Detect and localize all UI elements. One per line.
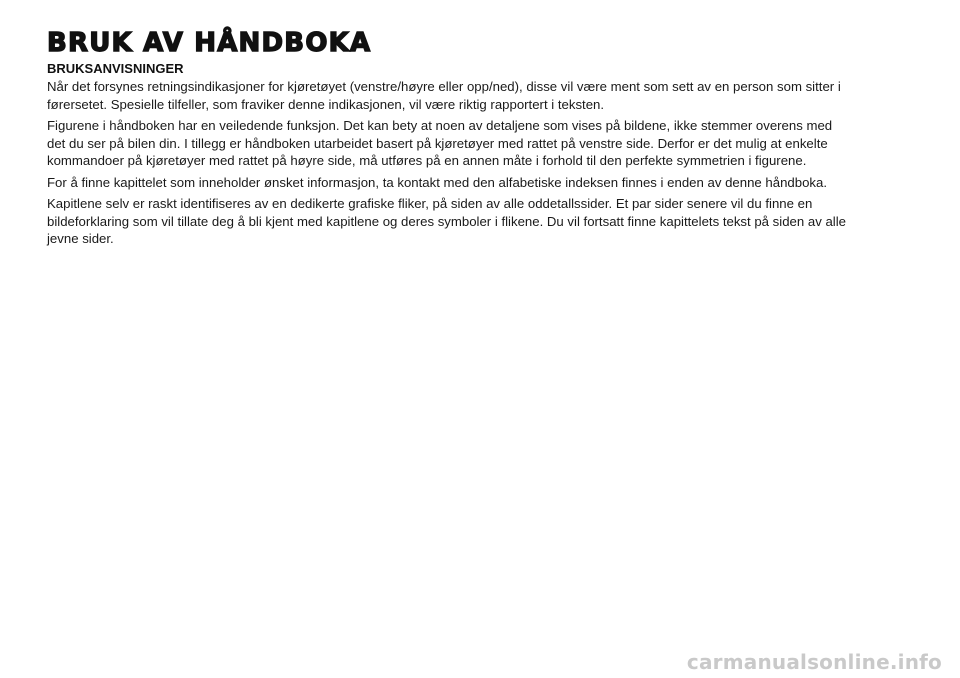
paragraph-directions: Når det forsynes retningsindikasjoner for kjøretøyet (venstre/høyre eller opp/ned), disse vil være ment som sett av en person som sitter i førersetet. Spesielle tilfeller, som fraviker denne indikasjonen, vil være riktig rapportert i teksten.: [47, 79, 841, 112]
manual-page: [47, 28, 907, 252]
paragraph-figures: Figurene i håndboken har en veiledende funksjon. Det kan bety at noen av detaljene som vises på bildene, ikke stemmer overens med det du ser på bilen din. I tillegg er håndboken utarbeidet basert på kjøretøyer med rattet på venstre side. Derfor er det mulig at enkelte kommandoer på kjøretøyer med rattet på høyre side, må utføres på en annen måte i forhold til den perfekte symmetrien i figurene.: [47, 118, 833, 168]
body-text: [47, 78, 907, 248]
paragraph-chapters: Kapitlene selv er raskt identifiseres av en dedikerte grafiske fliker, på siden av alle oddetallssider. Et par sider senere vil du finne en bildeforklaring som vil tillate deg å bli kjent med kapitlene og deres symboler i flikene. Du vil fortsatt finne kapittelets tekst på siden av alle jevne sider.: [47, 196, 846, 246]
paragraph-index: For å finne kapittelet som inneholder ønsket informasjon, ta kontakt med den alfabetiske indeksen finnes i enden av denne håndboka.: [47, 174, 828, 190]
watermark: carmanualsonline.info: [686, 650, 942, 674]
section-heading: BRUKSANVISNINGER: [47, 61, 184, 76]
page-title: BRUK AV HÅNDBOKA: [47, 28, 372, 58]
